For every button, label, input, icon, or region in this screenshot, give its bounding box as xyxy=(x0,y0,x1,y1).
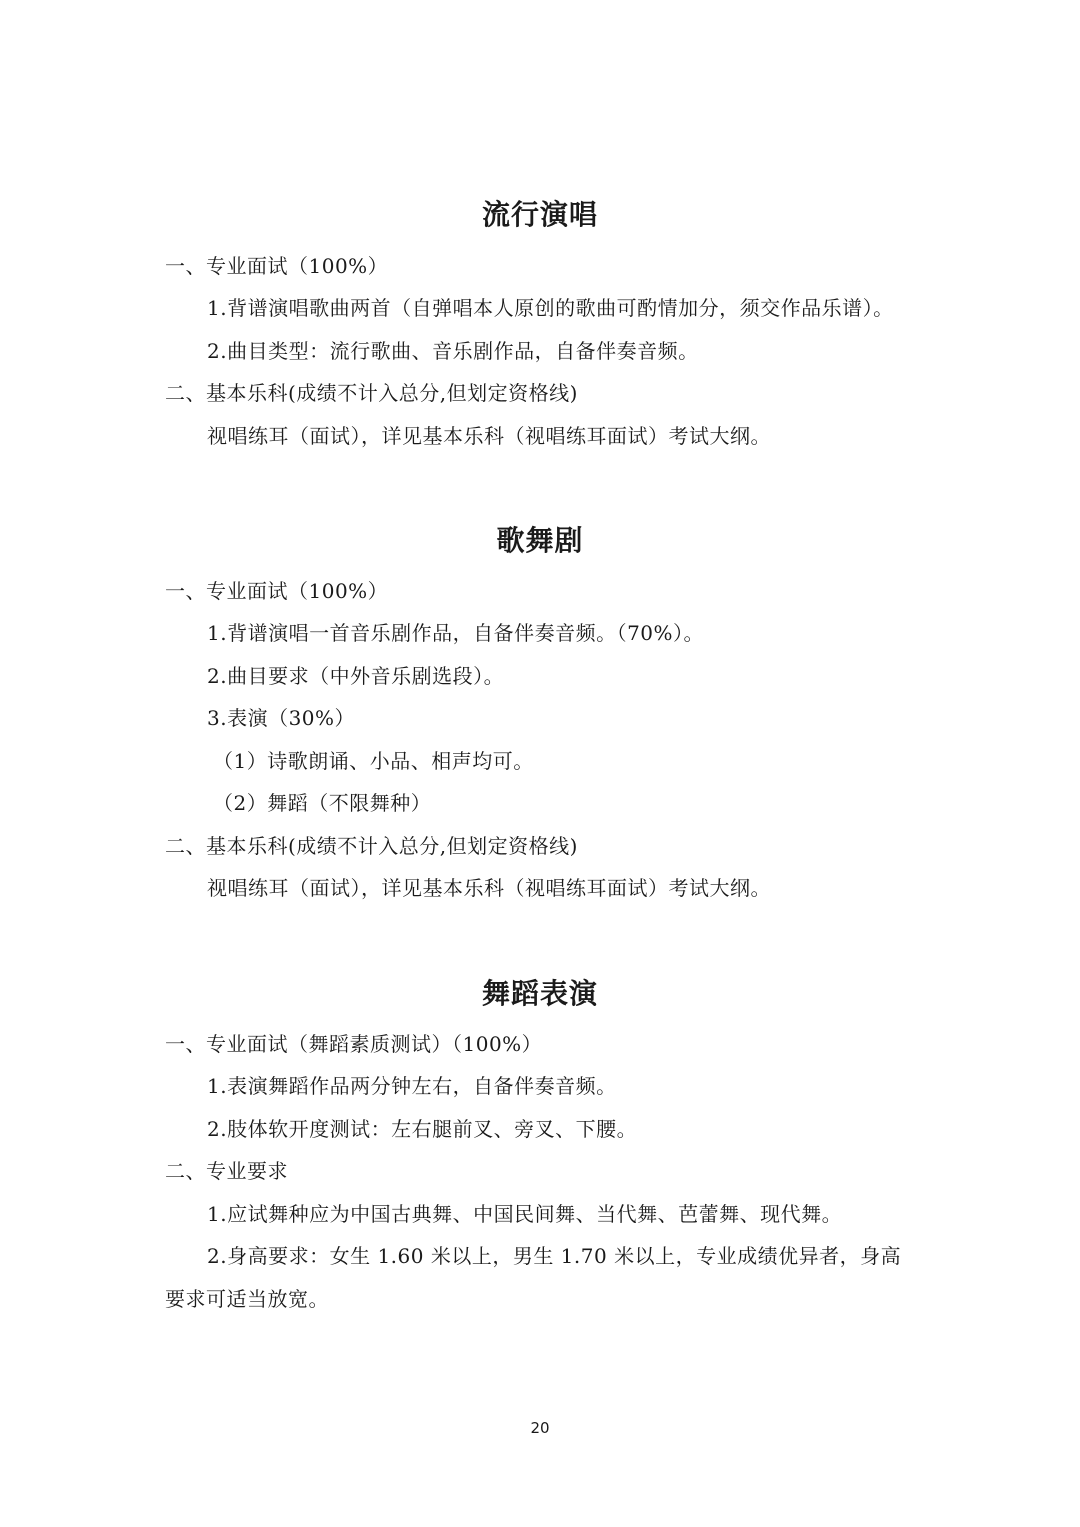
item-line: 3.表演（30%） xyxy=(207,706,356,730)
item-line: 2.肢体软开度测试：左右腿前叉、旁叉、下腰。 xyxy=(207,1117,638,1141)
item-line: 2.曲目类型：流行歌曲、音乐剧作品，自备伴奏音频。 xyxy=(207,339,699,363)
heading-interview: 一、专业面试（100%） xyxy=(165,254,389,278)
section-title: 流行演唱 xyxy=(481,198,598,231)
heading-requirements: 二、专业要求 xyxy=(165,1159,288,1183)
heading-interview: 一、专业面试（舞蹈素质测试）（100%） xyxy=(165,1032,543,1056)
item-line: 1.应试舞种应为中国古典舞、中国民间舞、当代舞、芭蕾舞、现代舞。 xyxy=(207,1202,843,1226)
item-line: 视唱练耳（面试），详见基本乐科（视唱练耳面试）考试大纲。 xyxy=(207,876,771,900)
item-line: 视唱练耳（面试），详见基本乐科（视唱练耳面试）考试大纲。 xyxy=(207,424,771,448)
heading-basic-music: 二、基本乐科(成绩不计入总分,但划定资格线) xyxy=(165,381,578,405)
item-line-continued: 要求可适当放宽。 xyxy=(165,1287,329,1311)
section-title: 舞蹈表演 xyxy=(481,977,598,1010)
section-title: 歌舞剧 xyxy=(496,524,584,557)
item-line: 1.背谱演唱一首音乐剧作品，自备伴奏音频。（70%）。 xyxy=(207,621,705,645)
sub-item-line: （2）舞蹈（不限舞种） xyxy=(213,791,432,815)
item-line: 1.背谱演唱歌曲两首（自弹唱本人原创的歌曲可酌情加分，须交作品乐谱）。 xyxy=(207,296,894,320)
item-line: 2.身高要求：女生 1.60 米以上，男生 1.70 米以上，专业成绩优异者，身高 xyxy=(207,1244,902,1268)
heading-interview: 一、专业面试（100%） xyxy=(165,579,389,603)
item-line: 1.表演舞蹈作品两分钟左右，自备伴奏音频。 xyxy=(207,1074,617,1098)
sub-item-line: （1）诗歌朗诵、小品、相声均可。 xyxy=(213,749,534,773)
heading-basic-music: 二、基本乐科(成绩不计入总分,但划定资格线) xyxy=(165,834,578,858)
item-line: 2.曲目要求（中外音乐剧选段）。 xyxy=(207,664,505,688)
page-number: 20 xyxy=(530,1419,550,1437)
